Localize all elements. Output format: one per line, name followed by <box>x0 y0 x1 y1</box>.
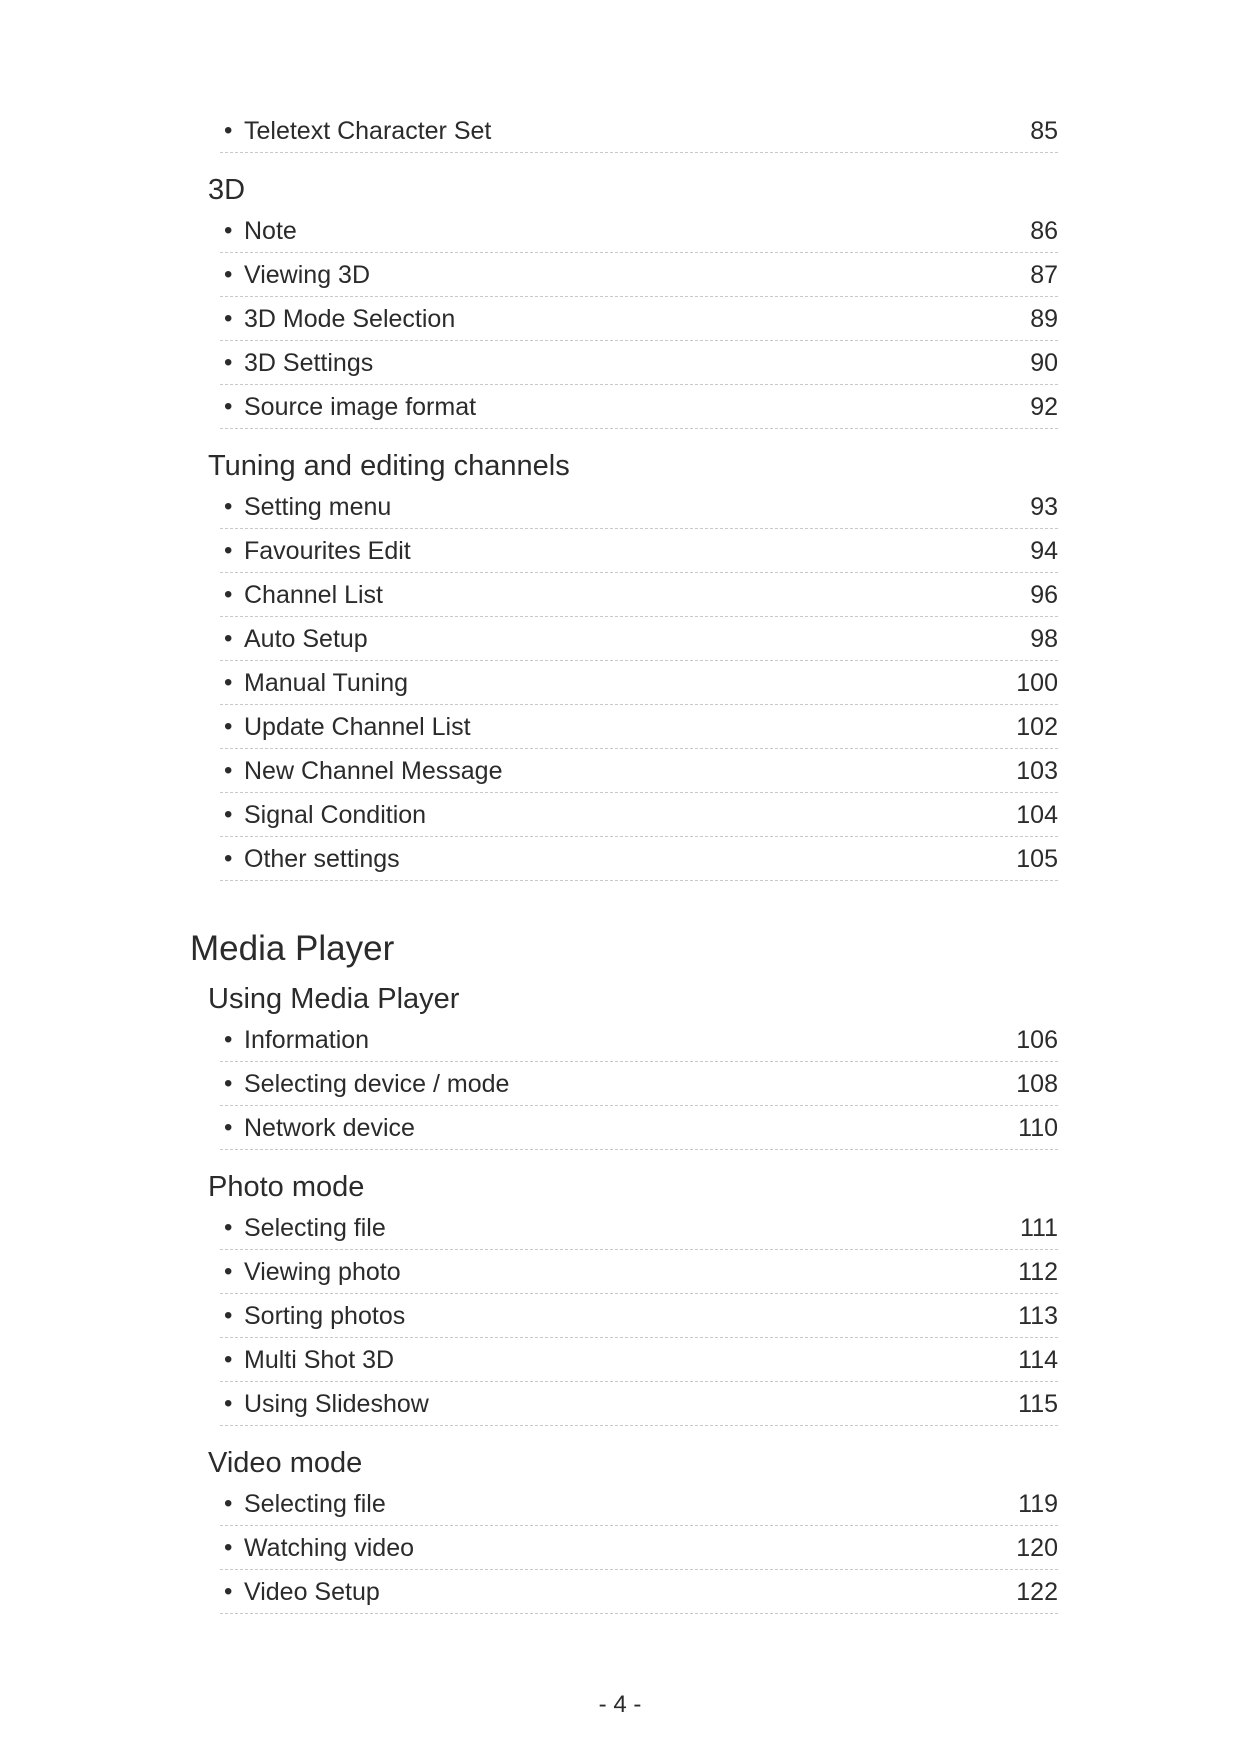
page-number: - 4 - <box>598 1691 642 1718</box>
toc-entry[interactable] <box>220 1570 1058 1614</box>
toc-entry[interactable] <box>220 485 1058 529</box>
bullet-icon: • <box>224 393 233 420</box>
toc-entry-label: Watching video <box>244 1534 414 1562</box>
toc-entry[interactable] <box>220 1338 1058 1382</box>
toc-entry-page: 120 <box>1016 1534 1058 1562</box>
toc-entry[interactable] <box>220 793 1058 837</box>
bullet-icon: • <box>224 845 233 872</box>
toc-entry-label: Other settings <box>244 845 400 873</box>
toc-entry-page: 105 <box>1016 845 1058 873</box>
section-heading: Tuning and editing channels <box>208 450 570 482</box>
toc-entry[interactable] <box>220 1250 1058 1294</box>
toc-entry-page: 98 <box>1030 625 1058 653</box>
toc-entry-page: 122 <box>1016 1578 1058 1606</box>
bullet-icon: • <box>224 261 233 288</box>
toc-entry-label: Update Channel List <box>244 713 471 741</box>
toc-entry-page: 108 <box>1016 1070 1058 1098</box>
toc-entry-page: 104 <box>1016 801 1058 829</box>
toc-entry[interactable] <box>220 837 1058 881</box>
toc-entry-label: Source image format <box>244 393 477 421</box>
bullet-icon: • <box>224 493 233 520</box>
toc-entry-label: Favourites Edit <box>244 537 411 565</box>
toc-entry-page: 85 <box>1030 117 1058 145</box>
toc-entry[interactable] <box>220 209 1058 253</box>
toc-entry-label: 3D Mode Selection <box>244 305 456 333</box>
toc-entry-label: Video Setup <box>244 1578 380 1606</box>
toc-entry-page: 114 <box>1018 1346 1058 1374</box>
toc-entry-label: Teletext Character Set <box>244 117 492 145</box>
toc-entry-label: Viewing 3D <box>244 261 371 289</box>
bullet-icon: • <box>224 1578 233 1605</box>
toc-entry-label: Channel List <box>244 581 383 609</box>
toc-entry-page: 110 <box>1018 1114 1058 1142</box>
bullet-icon: • <box>224 1534 233 1561</box>
toc-entry-label: Viewing photo <box>244 1258 401 1286</box>
bullet-icon: • <box>224 305 233 332</box>
toc-entry[interactable] <box>220 109 1058 153</box>
bullet-icon: • <box>224 1026 233 1053</box>
toc-entry-page: 119 <box>1018 1490 1058 1518</box>
toc-entry-label: Auto Setup <box>244 625 368 653</box>
bullet-icon: • <box>224 537 233 564</box>
bullet-icon: • <box>224 1258 233 1285</box>
toc-entry-label: New Channel Message <box>244 757 503 785</box>
bullet-icon: • <box>224 669 233 696</box>
toc-entry[interactable] <box>220 1294 1058 1338</box>
bullet-icon: • <box>224 349 233 376</box>
bullet-icon: • <box>224 757 233 784</box>
chapter-heading: Media Player <box>190 929 395 968</box>
toc-entry-label: Sorting photos <box>244 1302 406 1330</box>
toc-entry[interactable] <box>220 341 1058 385</box>
toc-entry-label: Using Slideshow <box>244 1390 429 1418</box>
toc-entry[interactable] <box>220 749 1058 793</box>
toc-entry-label: Manual Tuning <box>244 669 409 697</box>
toc-entry-label: Selecting file <box>244 1214 386 1242</box>
toc-entry-label: Multi Shot 3D <box>244 1346 395 1374</box>
toc-entry[interactable] <box>220 297 1058 341</box>
toc-entry-page: 89 <box>1030 305 1058 333</box>
bullet-icon: • <box>224 1490 233 1517</box>
toc-entry-page: 112 <box>1018 1258 1058 1286</box>
toc-entry[interactable] <box>220 385 1058 429</box>
toc-entry-page: 96 <box>1030 581 1058 609</box>
toc-entry[interactable] <box>220 1018 1058 1062</box>
toc-entry[interactable] <box>220 661 1058 705</box>
toc-entry-page: 87 <box>1030 261 1058 289</box>
bullet-icon: • <box>224 217 233 244</box>
toc-entry[interactable] <box>220 1482 1058 1526</box>
toc-entry-page: 94 <box>1030 537 1058 565</box>
toc-entry[interactable] <box>220 1106 1058 1150</box>
toc-entry-page: 92 <box>1030 393 1058 421</box>
section-heading: Photo mode <box>208 1171 365 1203</box>
bullet-icon: • <box>224 581 233 608</box>
toc-entry-page: 100 <box>1016 669 1058 697</box>
toc-entry[interactable] <box>220 1206 1058 1250</box>
bullet-icon: • <box>224 1214 233 1241</box>
toc-entry[interactable] <box>220 1062 1058 1106</box>
toc-entry-page: 115 <box>1018 1390 1058 1418</box>
toc-entry-page: 102 <box>1016 713 1058 741</box>
bullet-icon: • <box>224 1346 233 1373</box>
toc-entry[interactable] <box>220 1526 1058 1570</box>
bullet-icon: • <box>224 117 233 144</box>
section-heading: 3D <box>208 174 246 206</box>
bullet-icon: • <box>224 1070 233 1097</box>
toc-entry-page: 86 <box>1030 217 1058 245</box>
bullet-icon: • <box>224 1390 233 1417</box>
toc-entry[interactable] <box>220 529 1058 573</box>
toc-entry-label: Information <box>244 1026 370 1054</box>
toc-entry[interactable] <box>220 1382 1058 1426</box>
toc-entry-page: 111 <box>1019 1214 1058 1242</box>
toc-entry-label: Setting menu <box>244 493 392 521</box>
toc-entry-page: 113 <box>1018 1302 1058 1330</box>
toc-entry-page: 90 <box>1030 349 1058 377</box>
toc-entry[interactable] <box>220 573 1058 617</box>
toc-entry[interactable] <box>220 705 1058 749</box>
section-heading: Video mode <box>208 1447 363 1479</box>
bullet-icon: • <box>224 1302 233 1329</box>
toc-entry-label: Note <box>244 217 297 245</box>
bullet-icon: • <box>224 801 233 828</box>
bullet-icon: • <box>224 1114 233 1141</box>
toc-entry-label: Selecting device / mode <box>244 1070 510 1098</box>
toc-entry-page: 93 <box>1030 493 1058 521</box>
toc-entry[interactable] <box>220 253 1058 297</box>
toc-entry-page: 103 <box>1016 757 1058 785</box>
toc-entry-label: Selecting file <box>244 1490 386 1518</box>
bullet-icon: • <box>224 625 233 652</box>
toc-entry[interactable] <box>220 617 1058 661</box>
section-heading: Using Media Player <box>208 983 460 1015</box>
toc-entry-page: 106 <box>1016 1026 1058 1054</box>
bullet-icon: • <box>224 713 233 740</box>
toc-entry-label: 3D Settings <box>244 349 374 377</box>
toc-entry-label: Signal Condition <box>244 801 427 829</box>
toc-entry-label: Network device <box>244 1114 415 1142</box>
